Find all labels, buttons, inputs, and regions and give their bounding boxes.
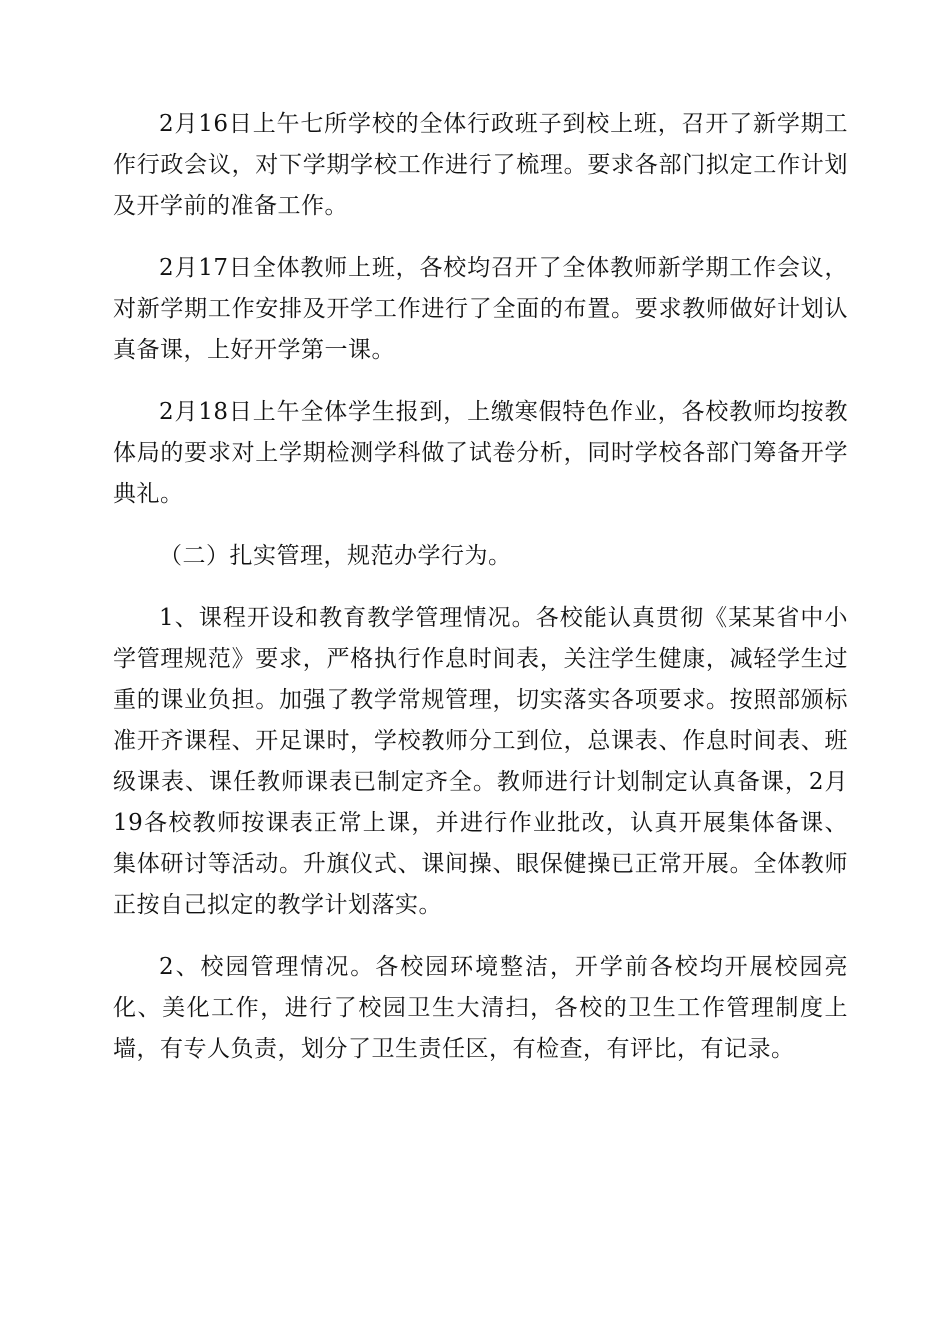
paragraph-curriculum-management: 1、课程开设和教育教学管理情况。各校能认真贯彻《某某省中小学管理规范》要求，严格执行作息时间表，关注学生健康，减轻学生过重的课业负担。加强了教学常规管理，切实落实各项要求。按照部颁标准开齐课程、开足课时，学校教师分工到位，总课表、作息时间表、班级课表、课任教师课表已制定齐全。教师进行计划制定认真备课，2月19各校教师按课表正常上课，并进行作业批改，认真开展集体备课、集体研讨等活动。升旗仪式、课间操、眼保健操已正常开展。全体教师正按自己拟定的教学计划落实。	[113, 605, 848, 918]
section-heading-management: （二）扎实管理，规范办学行为。	[159, 543, 512, 569]
paragraph-campus-management: 2、校园管理情况。各校园环境整洁，开学前各校均开展校园亮化、美化工作，进行了校园卫生大清扫，各校的卫生工作管理制度上墙，有专人负责，划分了卫生责任区，有检查，有评比，有记录。	[113, 954, 848, 1062]
paragraph-feb16-admin-meeting: 2月16日上午七所学校的全体行政班子到校上班，召开了新学期工作行政会议，对下学期学校工作进行了梳理。要求各部门拟定工作计划及开学前的准备工作。	[113, 111, 848, 219]
document-body	[113, 104, 848, 1091]
paragraph-feb17-teacher-meeting: 2月17日全体教师上班，各校均召开了全体教师新学期工作会议，对新学期工作安排及开学工作进行了全面的布置。要求教师做好计划认真备课，上好开学第一课。	[113, 255, 848, 363]
paragraph-feb18-student-registration: 2月18日上午全体学生报到，上缴寒假特色作业，各校教师均按教体局的要求对上学期检测学科做了试卷分析，同时学校各部门筹备开学典礼。	[113, 399, 848, 507]
